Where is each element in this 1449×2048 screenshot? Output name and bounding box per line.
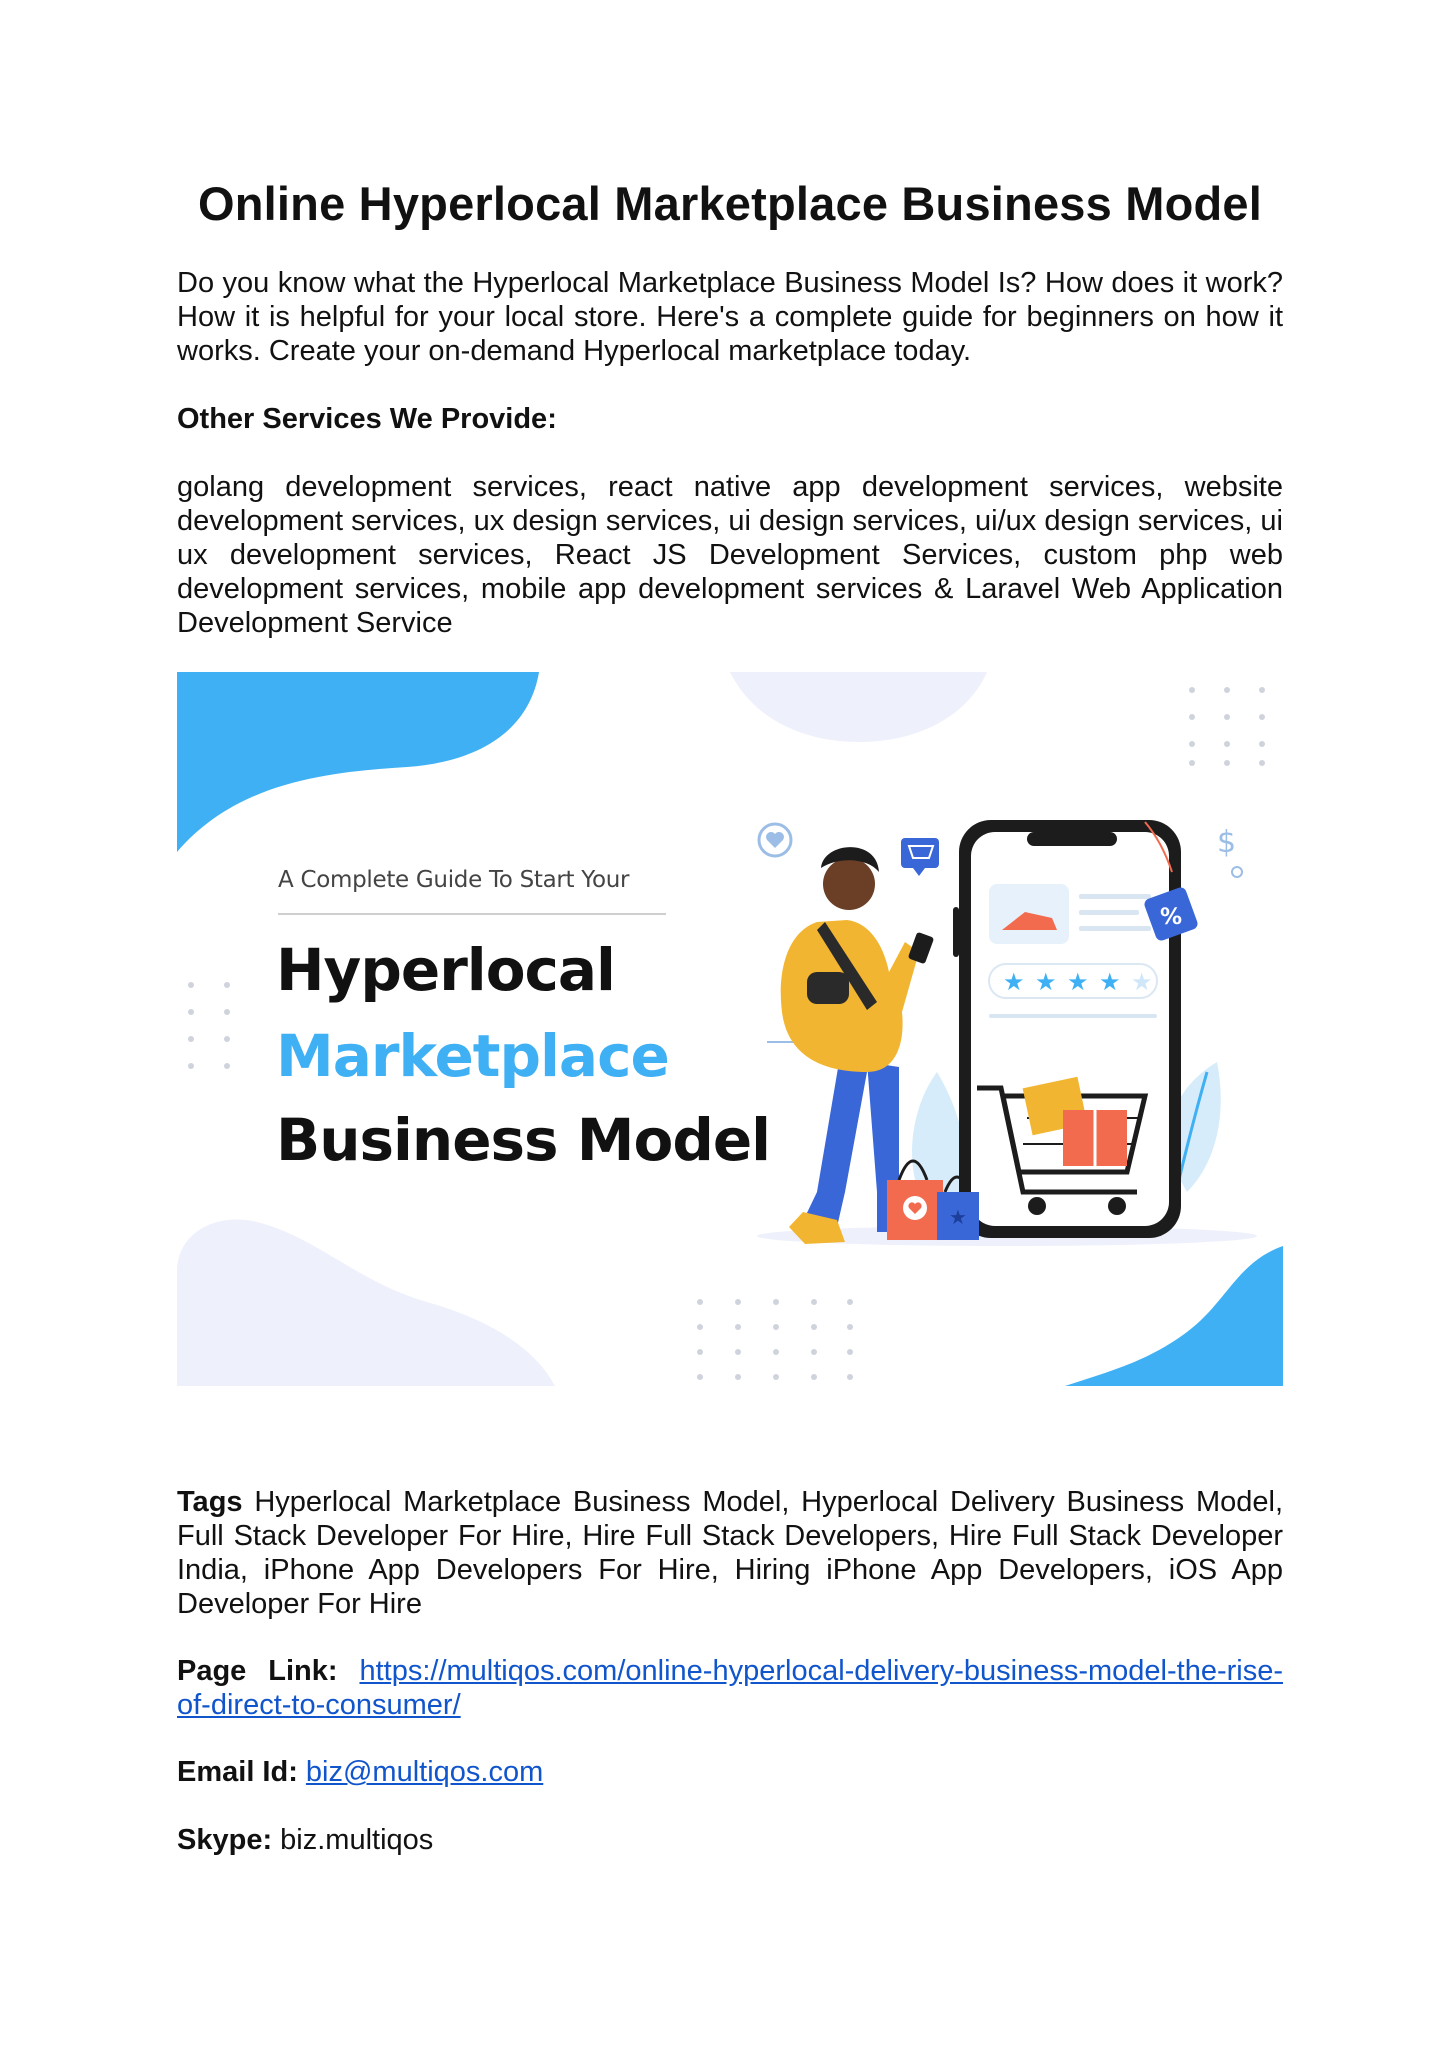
- star-icon: ★: [1131, 968, 1153, 996]
- tags-paragraph: [177, 1485, 1283, 1621]
- banner-title-line-2: Marketplace: [276, 1022, 669, 1090]
- cart-chat-icon: [901, 838, 939, 876]
- banner-title-line-1: Hyperlocal: [276, 936, 615, 1004]
- top-half-circle: [730, 672, 987, 742]
- skype-id: biz.multiqos: [280, 1824, 434, 1856]
- svg-text:%: %: [1159, 905, 1183, 930]
- email-label: Email Id:: [177, 1756, 298, 1788]
- email-link[interactable]: biz@multiqos.com: [305, 1756, 544, 1788]
- star-icon: ★: [1003, 968, 1025, 996]
- page-link-url[interactable]: https://multiqos.com/online-hyperlocal-delivery-business-model-the-rise-of-direct-to-consumer/: [177, 1655, 1283, 1721]
- tags-text: Hyperlocal Marketplace Business Model, Hyperlocal Delivery Business Model, Full Stack Developer For Hire, Hire Full Stack Developers, Hire Full Stack Developer India, iPhone App Developers For Hire, Hiring iPhone App Developers, iOS App Developer For Hire: [177, 1486, 1283, 1620]
- page-link-label: Page Link:: [177, 1655, 338, 1687]
- bottom-right-blob: [1065, 1246, 1283, 1386]
- email-line: [177, 1755, 1283, 1789]
- skype-label: Skype:: [177, 1824, 273, 1856]
- heart-bubble-icon: [759, 824, 791, 856]
- star-icon: ★: [1035, 968, 1057, 996]
- banner-title-line-3: Business Model: [276, 1106, 771, 1174]
- star-icon: ★: [1099, 968, 1121, 996]
- services-paragraph: golang development services, react native app development services, website development services, ux design services, ui design services, ui/ux design services, ui ux development services, React JS Development Services, custom php web development services, mobile app development services & Laravel Web Application Development Service: [177, 471, 1283, 639]
- page-title: Online Hyperlocal Marketplace Business Model: [197, 177, 1263, 230]
- bottom-left-blob: [177, 1219, 555, 1386]
- banner-divider: [278, 913, 666, 915]
- intro-paragraph: Do you know what the Hyperlocal Marketplace Business Model Is? How does it work? How it is helpful for your local store. Here's a complete guide for beginners on how it works. Create your on-demand Hyperlocal marketplace today.: [177, 267, 1283, 367]
- star-icon: ★: [1067, 968, 1089, 996]
- dot-grid-bottom: [697, 1299, 853, 1380]
- banner-subtitle: A Complete Guide To Start Your: [278, 867, 630, 893]
- dot-grid-left: [188, 982, 230, 1069]
- hyperlocal-banner-image: [177, 672, 1283, 1386]
- services-heading: Other Services We Provide:: [177, 403, 557, 435]
- skype-line: [177, 1823, 1283, 1857]
- top-left-blob: [177, 672, 539, 852]
- dot-grid-top-right: [1189, 687, 1265, 766]
- dollar-icon: $: [1217, 825, 1237, 860]
- page-link-line: [177, 1654, 1283, 1722]
- tags-label: Tags: [177, 1486, 243, 1518]
- svg-text:★: ★: [949, 1205, 967, 1229]
- smartphone-icon: [953, 820, 1181, 1238]
